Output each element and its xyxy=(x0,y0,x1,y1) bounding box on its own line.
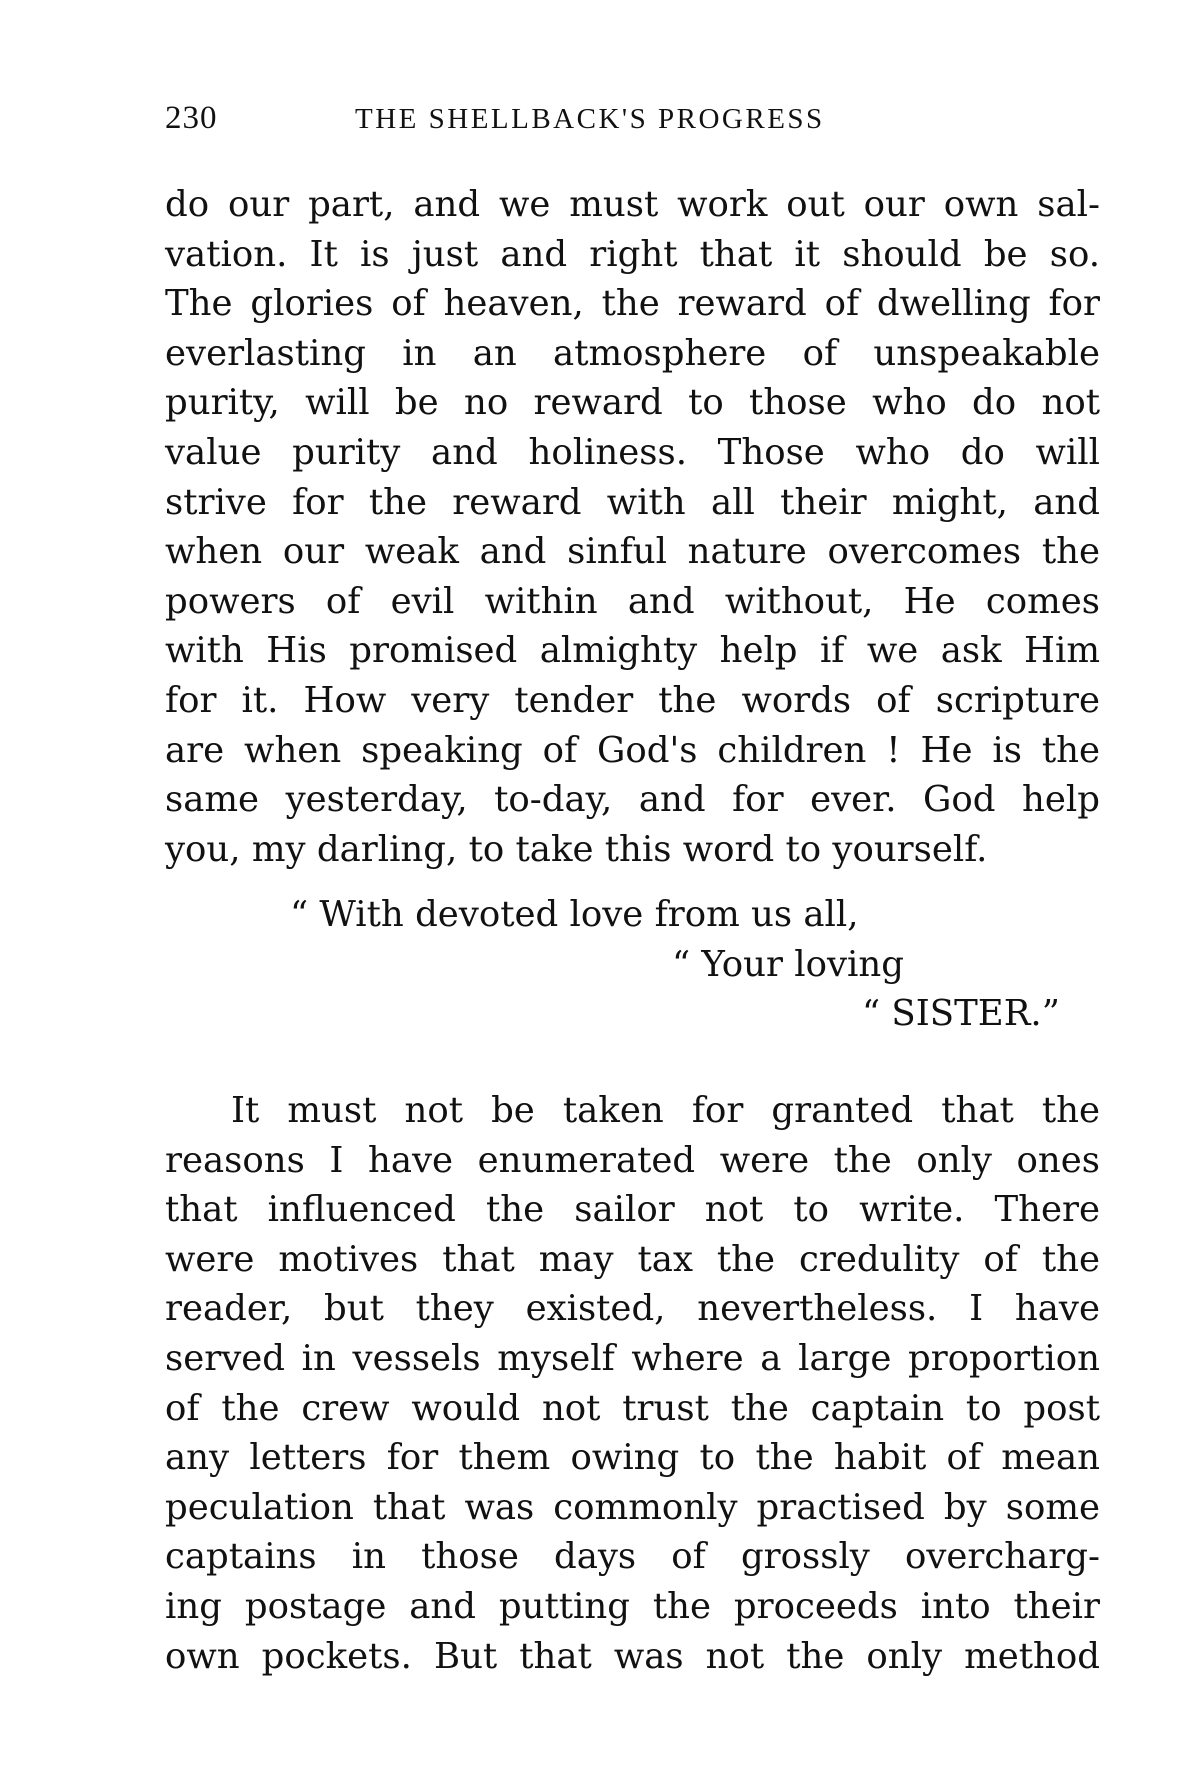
running-title: THE SHELLBACK'S PROGRESS xyxy=(355,103,825,135)
text-line: with His promised almighty help if we ask Him xyxy=(165,630,1100,672)
text-line: same yesterday, to-day, and for ever. God help xyxy=(165,779,1100,821)
paragraph-letter-continuation xyxy=(165,180,1100,874)
running-head xyxy=(165,100,1100,150)
text-line: for it. How very tender the words of scripture xyxy=(165,679,1100,721)
text-line: purity, will be no reward to those who do not xyxy=(165,382,1100,424)
letter-closing xyxy=(165,890,1100,1039)
text-line: when our weak and sinful nature overcomes the xyxy=(165,531,1100,573)
text-line: captains in those days of grossly overcharg- xyxy=(165,1536,1100,1578)
paragraph-narrative xyxy=(165,1086,1100,1681)
text-line: do our part, and we must work out our own sal- xyxy=(165,184,1100,225)
text-line: that influenced the sailor not to write. There xyxy=(165,1189,1100,1231)
text-line: any letters for them owing to the habit of mean xyxy=(165,1437,1100,1479)
text-line: ing postage and putting the proceeds into their xyxy=(165,1585,1100,1627)
text-line: The glories of heaven, the reward of dwelling for xyxy=(165,283,1100,325)
closing-line: “ Your loving xyxy=(672,943,904,985)
text-line: value purity and holiness. Those who do will xyxy=(165,431,1100,473)
text-line: vation. It is just and right that it should be so. xyxy=(165,233,1100,275)
text-line: strive for the reward with all their might, and xyxy=(165,481,1100,523)
text-line: of the crew would not trust the captain to post xyxy=(165,1387,1100,1429)
text-line: were motives that may tax the credulity of the xyxy=(165,1238,1100,1280)
text-line: reader, but they existed, nevertheless. I have xyxy=(165,1288,1100,1330)
page-number: 230 xyxy=(165,100,218,136)
signature-line: “ SISTER.” xyxy=(862,993,1060,1035)
text-line: served in vessels myself where a large proportion xyxy=(165,1337,1100,1379)
text-line: everlasting in an atmosphere of unspeakable xyxy=(165,332,1100,374)
text-line: It must not be taken for granted that the xyxy=(231,1090,1100,1131)
text-line: powers of evil within and without, He comes xyxy=(165,580,1100,622)
text-line: are when speaking of God's children ! He is the xyxy=(165,729,1100,771)
text-line: own pockets. But that was not the only method xyxy=(165,1635,1100,1677)
text-line: reasons I have enumerated were the only ones xyxy=(165,1139,1100,1181)
closing-line: “ With devoted love from us all, xyxy=(290,894,859,935)
text-line: peculation that was commonly practised by some xyxy=(165,1486,1100,1528)
text-line: you, my darling, to take this word to yourself. xyxy=(165,828,988,870)
